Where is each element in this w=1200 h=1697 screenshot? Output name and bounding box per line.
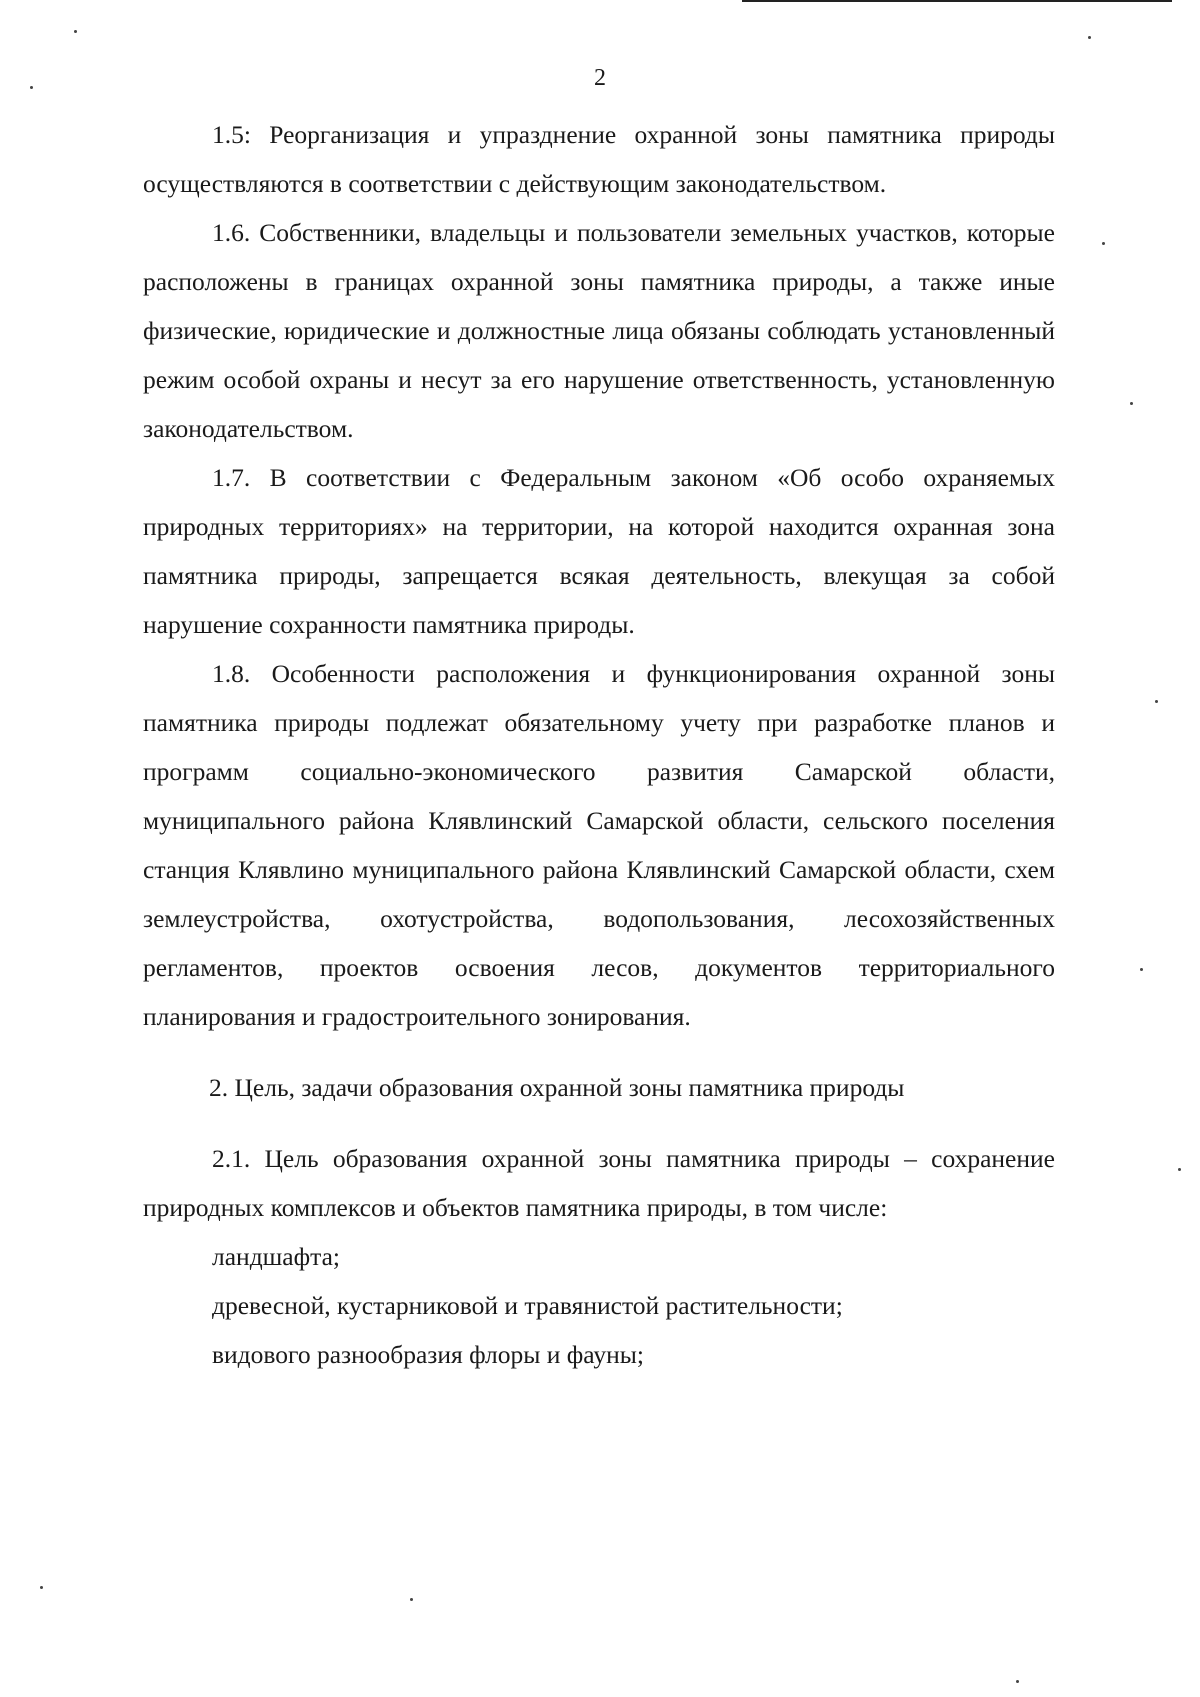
scan-speck xyxy=(40,1586,43,1589)
section-2-heading: 2. Цель, задачи образования охранной зоны памятника природы xyxy=(209,1073,905,1102)
list-item: ландшафта; xyxy=(212,1242,340,1271)
page-number: 2 xyxy=(594,65,606,91)
paragraph-1-7: 1.7. В соответствии с Федеральным законом «Об особо охраняемых природных территориях» на территории, на которой находится охранная зона памятника природы, запрещается всякая деятельность, влекущая за собой нарушение сохранности памятника природы. xyxy=(143,463,1055,639)
scan-speck xyxy=(1155,700,1158,703)
top-scan-rule xyxy=(742,0,1172,2)
paragraph-1-5: 1.5: Реорганизация и упразднение охранной зоны памятника природы осуществляются в соответствии с действующим законодательством. xyxy=(143,120,1055,198)
scan-speck xyxy=(1140,968,1143,971)
scan-speck xyxy=(1130,402,1133,405)
scan-speck xyxy=(410,1598,413,1601)
paragraph-1-8: 1.8. Особенности расположения и функционирования охранной зоны памятника природы подлежат обязательному учету при разработке планов и программ социально-экономического развития Самарской области, муниципального района Клявлинский Самарской области, сельского поселения станция Клявлино муниципального района Клявлинский Самарской области, схем землеустройства, охотустройства, водопользования, лесохозяйственных регламентов, проектов освоения лесов, документов территориального планирования и градостроительного зонирования. xyxy=(143,659,1055,1031)
list-item: древесной, кустарниковой и травянистой растительности; xyxy=(212,1291,843,1320)
scan-speck xyxy=(74,30,77,33)
scan-speck xyxy=(1016,1680,1019,1683)
scan-speck xyxy=(1102,242,1105,245)
paragraph-2-1: 2.1. Цель образования охранной зоны памятника природы – сохранение природных комплексов и объектов памятника природы, в том числе: xyxy=(143,1144,1055,1222)
document-body xyxy=(143,110,1055,1379)
paragraph-1-6: 1.6. Собственники, владельцы и пользователи земельных участков, которые расположены в границах охранной зоны памятника природы, а также иные физические, юридические и должностные лица обязаны соблюдать установленный режим особой охраны и несут за его нарушение ответственность, установленную законодательством. xyxy=(143,218,1055,443)
list-item: видового разнообразия флоры и фауны; xyxy=(212,1340,644,1369)
scan-speck xyxy=(1178,1168,1181,1171)
scan-speck xyxy=(1088,36,1091,39)
